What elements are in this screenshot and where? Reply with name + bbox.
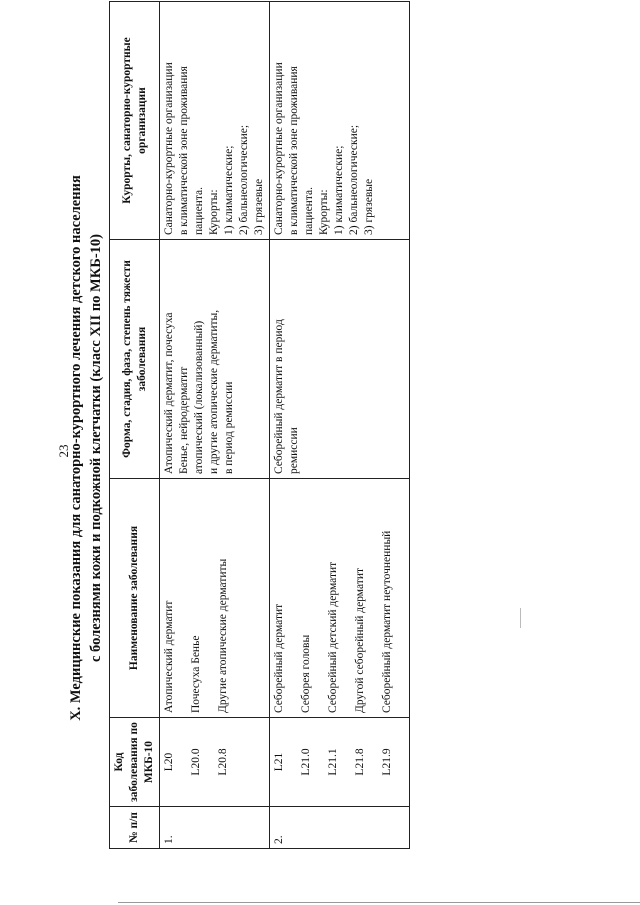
- title-line-2: с болезнями кожи и подкожной клетчатки (класс XII по МКБ-10): [88, 234, 104, 663]
- page-number: 23: [56, 444, 71, 458]
- form-line: Бенье, нейродерматит: [178, 366, 190, 474]
- name-cell: [160, 479, 270, 718]
- resort-cell: [270, 2, 410, 240]
- disease-code: L21: [273, 752, 285, 772]
- form-line: в период ремиссии: [223, 381, 235, 474]
- resort-line: Курорты:: [208, 189, 220, 235]
- resort-line: в климатической зоне проживания: [288, 66, 300, 235]
- title-line-1: X. Медицинские показания для санаторно-курортного лечения детского населения: [68, 175, 84, 721]
- resort-line: 1) климатические;: [223, 145, 235, 235]
- header-form: Форма, стадия, фаза, степень тяжести заболевания: [110, 240, 160, 479]
- table-header-row: [110, 2, 160, 849]
- form-line: Себорейный дерматит в период: [273, 319, 285, 474]
- disease-name: Себорея головы: [300, 634, 312, 713]
- disease-name: Себорейный дерматит: [273, 603, 285, 713]
- disease-code: L20.0: [190, 748, 202, 776]
- header-code: Код заболевания по МКБ-10: [110, 718, 160, 807]
- rotated-content: [66, 37, 418, 849]
- form-cell: [270, 240, 410, 479]
- resort-line: Санаторно-курортные организации: [273, 62, 285, 235]
- resort-line: Курорты:: [318, 189, 330, 235]
- row-num: 2.: [270, 807, 410, 849]
- resort-line: 2) бальнеологические;: [238, 124, 250, 235]
- form-line: ремиссии: [288, 427, 300, 474]
- code-cell: [270, 718, 410, 807]
- form-line: и другие атопические дерматиты,: [208, 309, 220, 474]
- name-cell: [270, 479, 410, 718]
- resort-line: пациента.: [193, 187, 205, 235]
- disease-code: L21.8: [354, 748, 366, 776]
- disease-name: Другой себорейный дерматит: [354, 567, 366, 713]
- disease-name: Себорейный детский дерматит: [327, 561, 339, 713]
- disease-name: Другие атопические дерматиты: [217, 558, 229, 713]
- header-num: № п/п: [110, 807, 160, 849]
- form-line: атопический (локализованный): [193, 320, 205, 474]
- table-row: [270, 2, 410, 849]
- resort-line: пациента.: [303, 187, 315, 235]
- resort-line: 3) грязевые: [363, 178, 375, 235]
- resort-line: Санаторно-курортные организации: [163, 62, 175, 235]
- resort-line: 2) бальнеологические;: [348, 124, 360, 235]
- resort-line: 1) климатические;: [333, 145, 345, 235]
- resort-line: в климатической зоне проживания: [178, 66, 190, 235]
- disease-code: L21.9: [381, 748, 393, 776]
- resort-cell: [160, 2, 270, 240]
- resort-line: 3) грязевые: [253, 178, 265, 235]
- scan-edge-line: [118, 902, 640, 903]
- header-name: Наименование заболевания: [110, 479, 160, 718]
- indications-table: [109, 1, 410, 849]
- disease-code: L20: [163, 752, 175, 772]
- scan-mark: [520, 608, 521, 628]
- header-resort: Курорты, санаторно-курортные организации: [110, 2, 160, 240]
- row-num: 1.: [160, 807, 270, 849]
- code-cell: [160, 718, 270, 807]
- disease-name: Себорейный дерматит неуточненный: [381, 530, 393, 713]
- document-title: [66, 47, 106, 849]
- disease-name: Почесуха Бенье: [190, 635, 202, 713]
- form-line: Атопический дерматит, почесуха: [163, 312, 175, 474]
- disease-code: L21.1: [327, 748, 339, 776]
- form-cell: [160, 240, 270, 479]
- disease-code: L21.0: [300, 748, 312, 776]
- disease-code: L20.8: [217, 748, 229, 776]
- table-row: [160, 2, 270, 849]
- disease-name: Атопический дерматит: [163, 600, 175, 713]
